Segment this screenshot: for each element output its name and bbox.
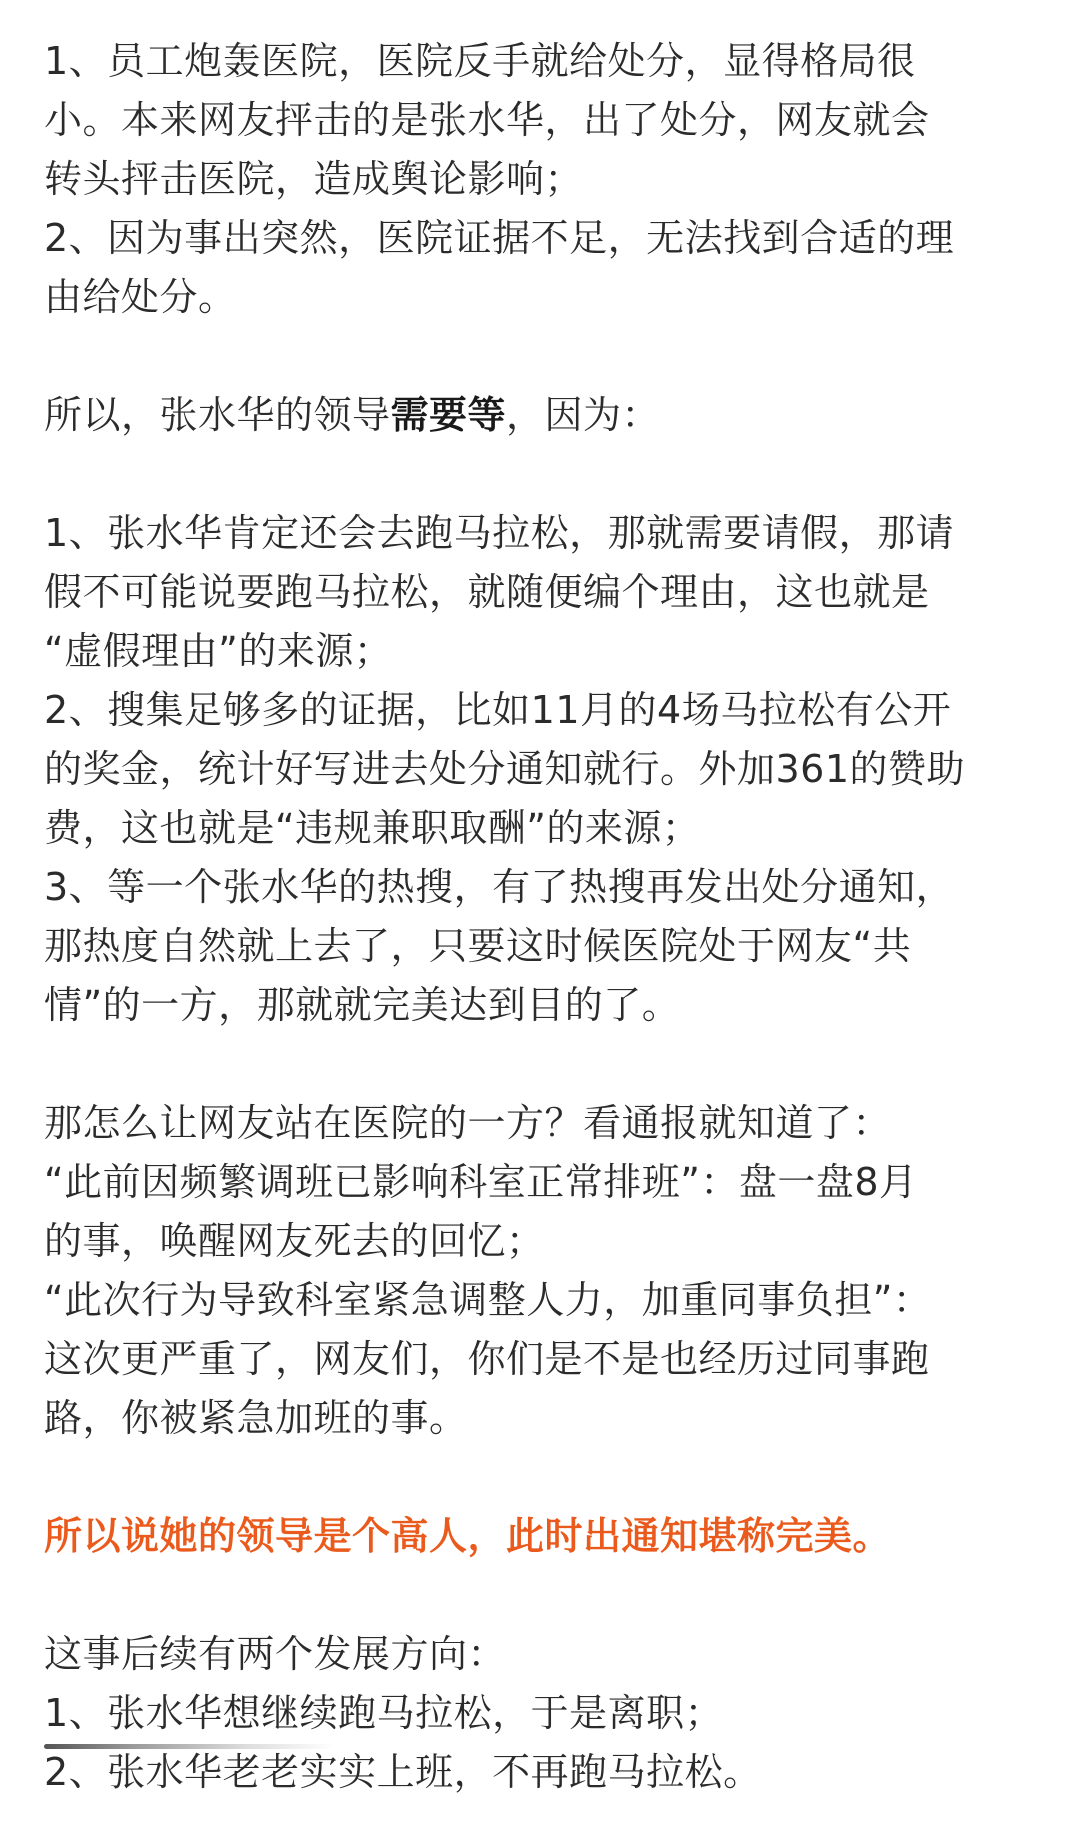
text-line: 费，这也就是“违规兼职取酬”的来源； [44, 806, 701, 850]
paragraph-gap [44, 445, 1044, 504]
paragraph-gap [44, 1448, 1044, 1507]
highlight-conclusion: 所以说她的领导是个高人，此时出通知堪称完美。 [44, 1514, 892, 1558]
paragraph-gap [44, 1035, 1044, 1094]
text-line: 1、张水华肯定还会去跑马拉松，那就需要请假，那请 [44, 511, 955, 555]
text-line: “此次行为导致科室紧急调整人力，加重同事负担”： [44, 1278, 932, 1322]
so-line-suffix: ，因为： [506, 393, 661, 437]
text-line: 那怎么让网友站在医院的一方？看通报就知道了： [44, 1101, 892, 1145]
text-line: 1、张水华想继续跑马拉松，于是离职； [44, 1691, 724, 1735]
text-line: 情”的一方，那就就完美达到目的了。 [44, 983, 681, 1027]
so-line-bold: 需要等 [390, 393, 507, 437]
so-line-prefix: 所以，张水华的领导 [44, 393, 391, 437]
text-line: 转头抨击医院，造成舆论影响； [44, 157, 584, 201]
paragraph-5 [44, 1507, 1044, 1566]
text-line: 2、搜集足够多的证据，比如11月的4场马拉松有公开 [44, 688, 952, 732]
text-line: “此前因频繁调班已影响科室正常排班”：盘一盘8月 [44, 1160, 918, 1204]
text-line: 那热度自然就上去了，只要这时候医院处于网友“共 [44, 924, 912, 968]
paragraph-4 [44, 1094, 1044, 1448]
text-line: 的事，唤醒网友死去的回忆； [44, 1219, 545, 1263]
text-line: 2、张水华老老实实上班，不再跑马拉松。 [44, 1750, 762, 1794]
text-line: “虚假理由”的来源； [44, 629, 393, 673]
paragraph-3 [44, 504, 1044, 1035]
text-line: 的奖金，统计好写进去处分通知就行。外加361的赞助 [44, 747, 966, 791]
text-line: 假不可能说要跑马拉松，就随便编个理由，这也就是 [44, 570, 930, 614]
paragraph-6 [44, 1625, 1044, 1802]
text-line: 3、等一个张水华的热搜，有了热搜再发出处分通知， [44, 865, 955, 909]
text-line: 由给处分。 [44, 275, 237, 319]
paragraph-1 [44, 32, 1044, 327]
text-line: 这事后续有两个发展方向： [44, 1632, 507, 1676]
text-line: 1、员工炮轰医院，医院反手就给处分，显得格局很 [44, 39, 916, 83]
text-line: 路，你被紧急加班的事。 [44, 1396, 468, 1440]
text-line: 2、因为事出突然，医院证据不足，无法找到合适的理 [44, 216, 955, 260]
so-line [44, 386, 1044, 445]
article-body [44, 32, 1044, 1802]
paragraph-2 [44, 386, 1044, 445]
text-line: 小。本来网友抨击的是张水华，出了处分，网友就会 [44, 98, 930, 142]
text-line: 这次更严重了，网友们，你们是不是也经历过同事跑 [44, 1337, 930, 1381]
footer-divider [44, 1744, 334, 1749]
paragraph-gap [44, 1566, 1044, 1625]
paragraph-gap [44, 327, 1044, 386]
